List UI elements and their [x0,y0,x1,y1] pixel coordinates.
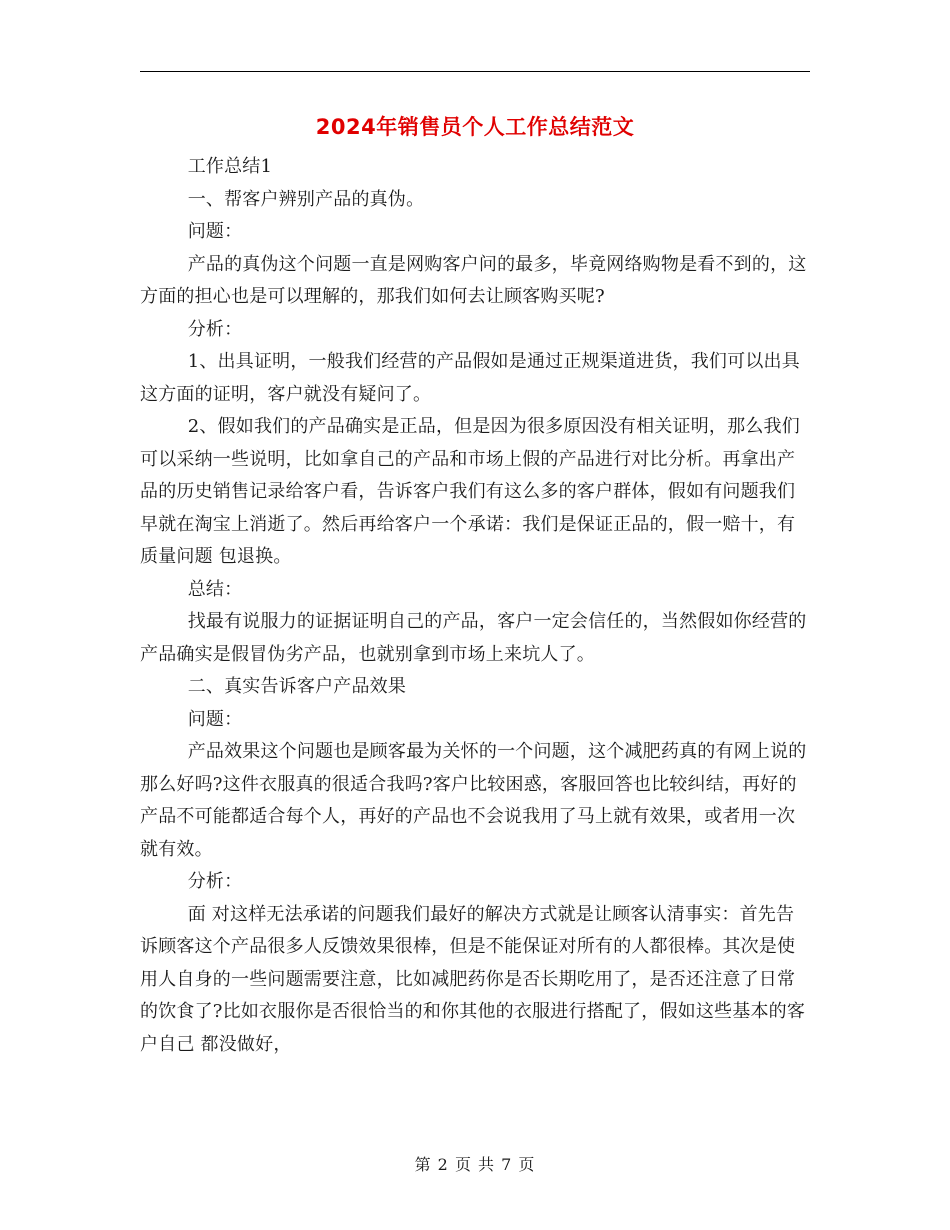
paragraph: 分析： [187,871,243,892]
paragraph: 面 对这样无法承诺的问题我们最好的解决方式就是让顾客认清事实：首先告诉顾客这个产品很多人反馈效果很棒，但是不能保证对所有的人都很棒。其次是使用人自身的一些问题需要注意，比如减肥药你是否长期吃用了，是否还注意了日常的饮食了?比如衣服你是否很恰当的和你其他的衣服进行搭配了，假如这些基本的客户自己 都没做好， [140,903,806,1055]
paragraph: 二、真实告诉客户产品效果 [187,676,407,697]
paragraph: 1、出具证明，一般我们经营的产品假如是通过正规渠道进货，我们可以出具这方面的证明，客户就没有疑问了。 [140,351,800,405]
paragraph: 2、假如我们的产品确实是正品，但是因为很多原因没有相关证明，那么我们可以采纳一些说明，比如拿自己的产品和市场上假的产品进行对比分析。再拿出产品的历史销售记录给客户看，告诉客户我们有这么多的客户群体，假如有问题我们早就在淘宝上消逝了。然后再给客户一个承诺：我们是保证正品的，假一赔十，有质量问题 包退换。 [140,416,800,567]
paragraph: 分析： [187,318,243,340]
paragraph: 产品效果这个问题也是顾客最为关怀的一个问题，这个减肥药真的有网上说的那么好吗?这件衣服真的很适合我吗?客户比较困惑，客服回答也比较纠结，再好的产品不可能都适合每个人，再好的产品也不会说我用了马上就有效果，或者用一次就有效。 [140,741,807,860]
page-number-footer: 第 2 页 共 7 页 [414,1155,536,1174]
paragraph: 问题： [187,221,243,242]
paragraph: 一、帮客户辨别产品的真伪。 [187,188,425,210]
paragraph: 问题： [187,708,243,730]
paragraph: 总结： [187,578,243,600]
header-rule [140,71,810,72]
document-title: 2024年销售员个人工作总结范文 [315,115,635,139]
paragraph: 找最有说服力的证据证明自己的产品，客户一定会信任的，当然假如你经营的产品确实是假冒伪劣产品，也就别拿到市场上来坑人了。 [140,611,807,665]
document-body [140,151,812,1061]
paragraph: 产品的真伪这个问题一直是网购客户问的最多，毕竟网络购物是看不到的，这方面的担心也是可以理解的，那我们如何去让顾客购买呢? [140,253,807,307]
paragraph: 工作总结1 [187,156,273,177]
